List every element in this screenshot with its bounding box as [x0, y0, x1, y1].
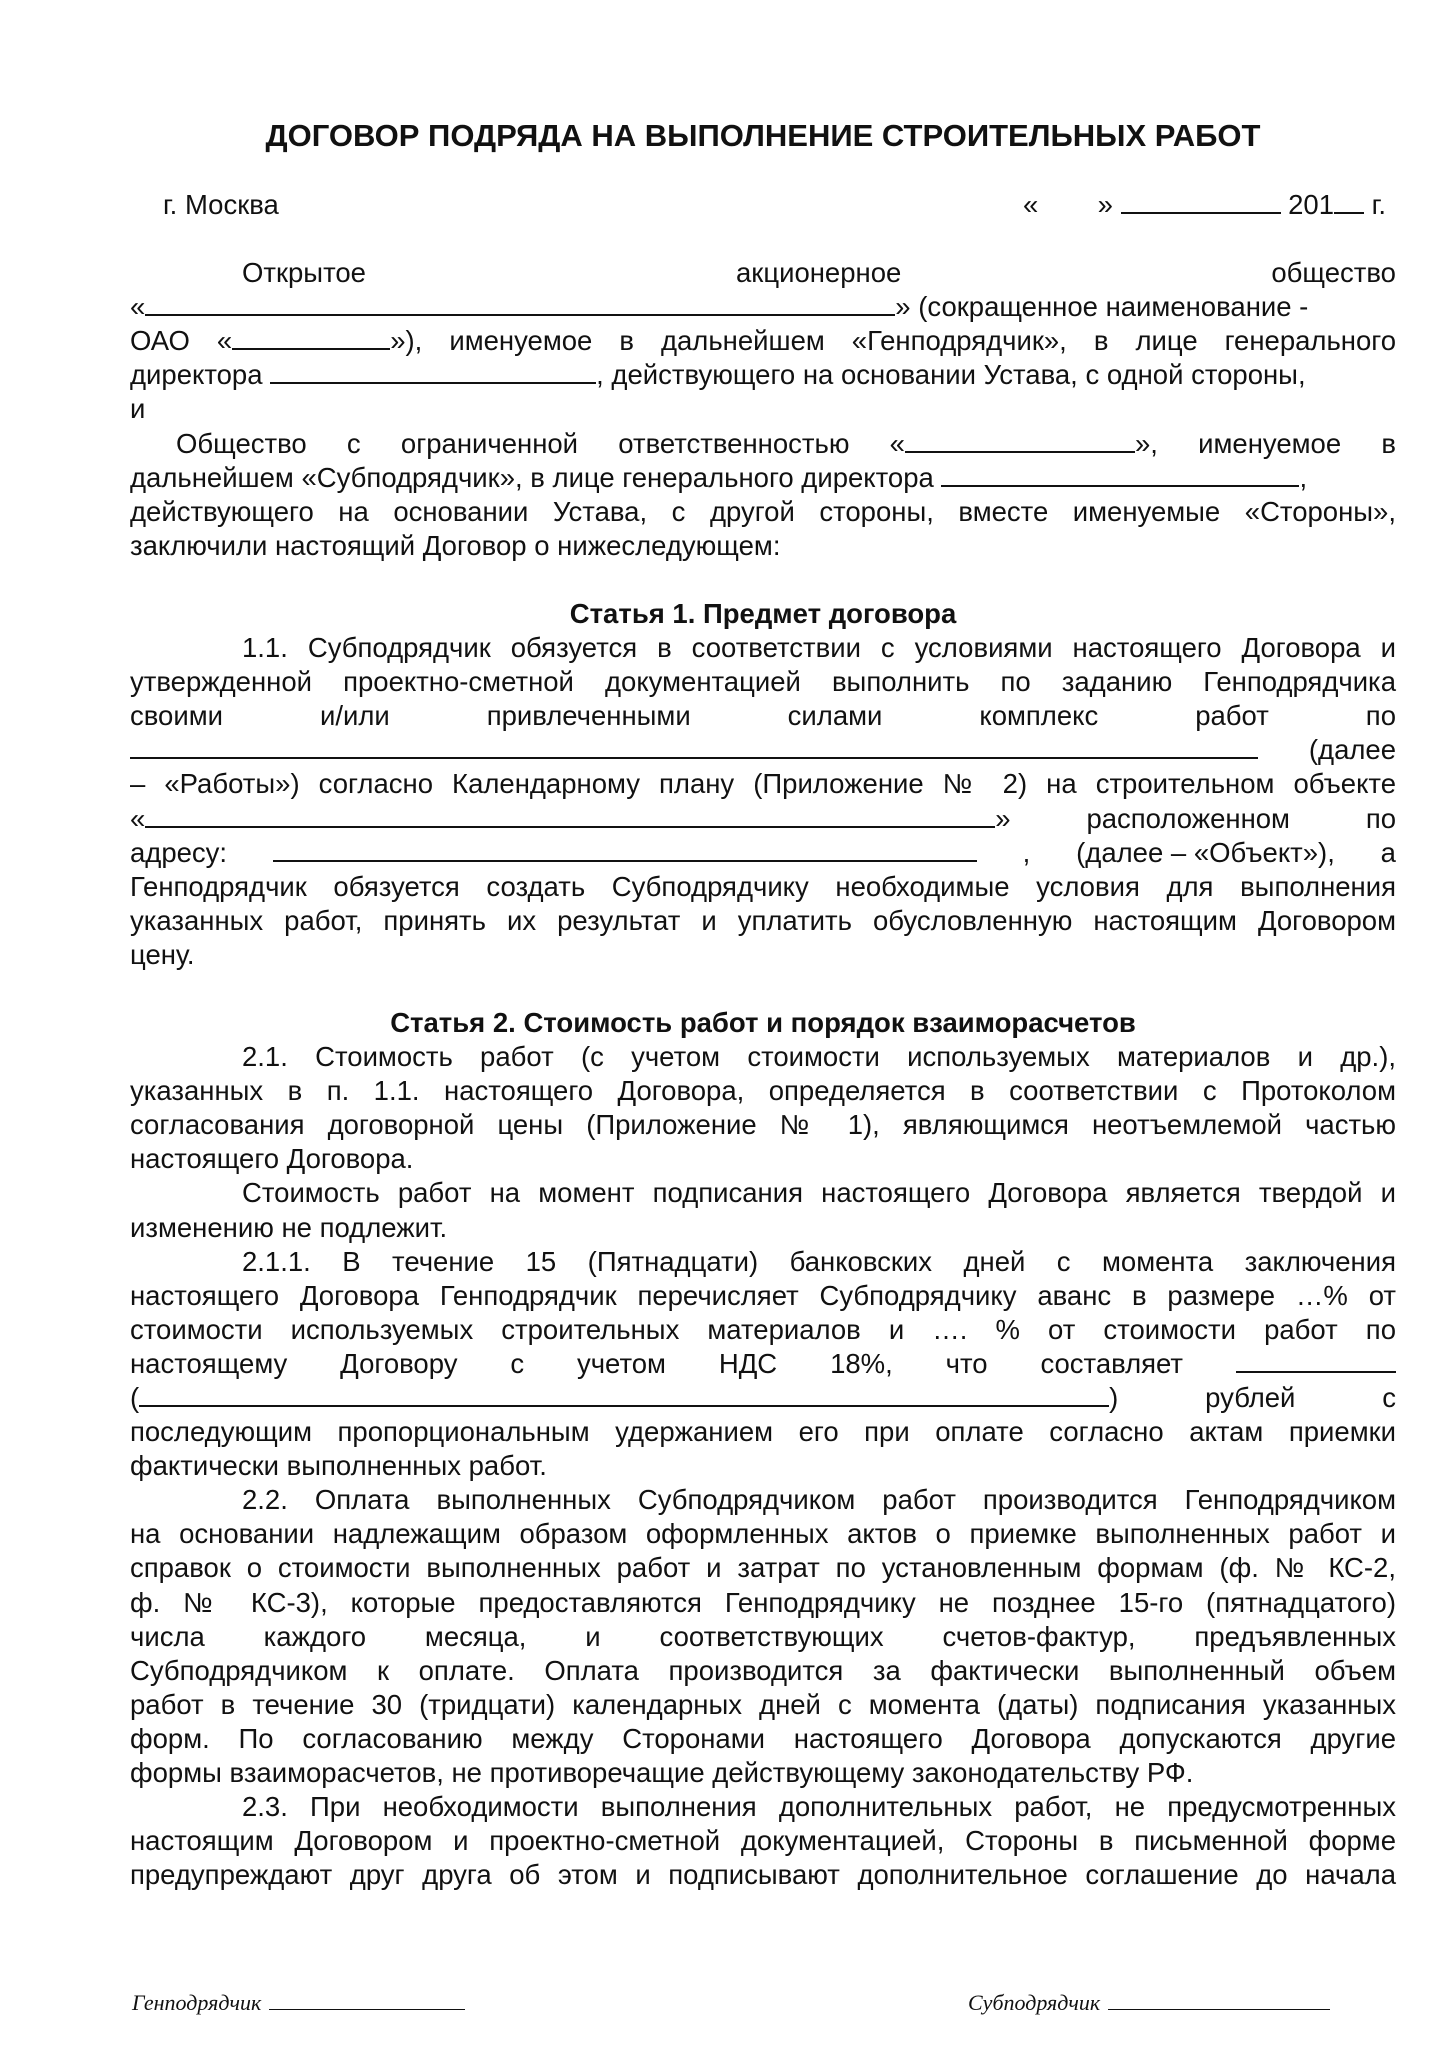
article-2-line: 2.1.1. В течение 15 (Пятнадцати) банковских дней с момента заключения	[242, 1245, 1396, 1277]
contract-date	[1023, 188, 1386, 222]
article-2-line	[130, 1347, 1396, 1381]
word: рублей	[1205, 1382, 1296, 1413]
article-1-line	[130, 836, 1396, 870]
preamble-line-8: действующего на основании Устава, с другой стороны, вместе именуемые «Стороны»,	[130, 495, 1396, 527]
article-2-line: 2.2. Оплата выполненных Субподрядчиком работ производится Генподрядчиком	[242, 1484, 1396, 1516]
article-2-line: ф. № КС-3), которые предоставляются Генподрядчику не позднее 15-го (пятнадцатого)	[130, 1586, 1396, 1618]
article-2-line: стоимости используемых строительных материалов и …. % от стоимости работ по	[130, 1313, 1396, 1345]
word: Договору	[340, 1347, 458, 1379]
preamble-text: », именуемое в	[1134, 427, 1396, 459]
article-1-line: Генподрядчик обязуется создать Субподрядчику необходимые условия для выполнения	[130, 870, 1396, 902]
footer-label: Генподрядчик	[132, 1990, 262, 2015]
article-2-line: формы взаиморасчетов, не противоречащие действующему законодательству РФ.	[130, 1757, 1194, 1789]
preamble	[130, 256, 1396, 563]
company-name-blank	[145, 292, 895, 316]
object-address-blank	[273, 838, 977, 862]
article-2-line: работ в течение 30 (тридцати) календарных дней с момента (даты) подписания указанных	[130, 1688, 1396, 1720]
article-2-line: настоящего Договора Генподрядчик перечисляет Субподрядчику аванс в размере …% от	[130, 1279, 1396, 1311]
document-title: ДОГОВОР ПОДРЯДА НА ВЫПОЛНЕНИЕ СТРОИТЕЛЬНЫХ РАБОТ	[265, 118, 1261, 153]
word: ,	[1022, 836, 1031, 868]
word: учетом	[576, 1347, 666, 1379]
article-2-line: последующим пропорциональным удержанием его при оплате согласно актам приемки	[130, 1416, 1396, 1448]
preamble-text: директора	[130, 359, 263, 391]
object-name-blank	[145, 804, 995, 828]
quote-close: »	[995, 802, 1011, 834]
preamble-line-6	[130, 427, 1396, 461]
sub-director-name-blank	[941, 463, 1299, 487]
document-body	[130, 118, 1396, 1892]
preamble-line-3	[130, 324, 1396, 358]
advance-amount-words-blank	[139, 1383, 1109, 1407]
word: что	[945, 1347, 988, 1379]
date-month-blank	[1121, 190, 1281, 214]
paren-close: )	[1109, 1382, 1119, 1413]
word: общество	[1271, 257, 1396, 289]
article-2-line: предупреждают друг друга об этом и подписывают дополнительное соглашение до начала	[130, 1859, 1396, 1891]
preamble-text: ОАО «	[130, 325, 233, 357]
article-1-line: указанных работ, принять их результат и уплатить обусловленную настоящим Договором	[130, 904, 1396, 936]
date-day-blank	[1046, 192, 1090, 214]
date-year-blank	[1334, 190, 1364, 214]
article-1-line: 1.1. Субподрядчик обязуется в соответствии с условиями настоящего Договора и	[242, 632, 1396, 664]
word: по	[1365, 700, 1396, 732]
article-2-line: изменению не подлежит.	[130, 1211, 448, 1243]
preamble-text: ,	[1299, 461, 1308, 493]
article-2-heading: Статья 2. Стоимость работ и порядок взаиморасчетов	[390, 1006, 1136, 1038]
word: а	[1380, 836, 1396, 868]
signature-blank	[1108, 1993, 1330, 2010]
signature-blank	[269, 1993, 465, 2010]
word: по	[1365, 802, 1396, 834]
quote-open: «	[130, 291, 146, 323]
word: составляет	[1040, 1347, 1184, 1379]
word: привлеченными	[486, 700, 691, 732]
word: НДС	[718, 1347, 778, 1379]
date-quote-open: «	[1022, 189, 1039, 220]
quote-open: «	[130, 802, 146, 834]
word: расположенном	[1086, 802, 1290, 834]
works-description-blank	[130, 735, 1258, 759]
article-2-line: настоящего Договора.	[130, 1143, 414, 1175]
preamble-text: , действующего на основании Устава, с одной стороны,	[596, 359, 1306, 391]
word: работ	[1195, 700, 1269, 732]
preamble-text: дальнейшем «Субподрядчик», в лице генерального директора	[130, 461, 934, 493]
preamble-text: Общество с ограниченной ответственностью «	[176, 427, 905, 459]
word: силами	[787, 700, 883, 732]
place-date-row	[130, 188, 1396, 222]
word: адресу:	[130, 836, 228, 868]
word: и/или	[319, 700, 390, 732]
article-2-line: настоящим Договором и проектно-сметной документацией, Стороны в письменной форме	[130, 1825, 1396, 1857]
footer-contractor-signature	[132, 1990, 465, 2016]
date-quote-close: »	[1097, 189, 1113, 220]
short-name-blank	[232, 326, 390, 350]
date-suffix: г.	[1371, 189, 1386, 220]
article-1-text: (далее	[1308, 734, 1396, 766]
preamble-text: »), именуемое в дальнейшем «Генподрядчик», в лице генерального	[390, 325, 1396, 357]
article-1-line	[130, 699, 1396, 733]
preamble-text: » (сокращенное наименование -	[895, 291, 1309, 323]
article-2-line: числа каждого месяца, и соответствующих счетов-фактур, предъявленных	[130, 1620, 1396, 1652]
article-2-line: 2.3. При необходимости выполнения дополнительных работ, не предусмотренных	[242, 1791, 1396, 1823]
preamble-line-9: заключили настоящий Договор о нижеследующем:	[130, 529, 781, 561]
word: своими	[130, 700, 223, 732]
word: с	[1382, 1382, 1396, 1413]
preamble-line-2	[130, 290, 1396, 324]
director-name-blank	[270, 360, 596, 384]
article-1-line	[130, 802, 1396, 836]
word: настоящему	[130, 1347, 288, 1379]
preamble-line-4	[130, 358, 1396, 392]
footer-label: Субподрядчик	[968, 1990, 1101, 2015]
advance-amount-blank	[1236, 1349, 1396, 1373]
article-1-line: цену.	[130, 938, 195, 970]
city: г. Москва	[163, 189, 279, 220]
article-2-line: согласования договорной цены (Приложение № 1), являющимся неотъемлемой частью	[130, 1109, 1396, 1141]
preamble-line-5: и	[130, 393, 146, 425]
word: комплекс	[979, 700, 1099, 732]
article-2-line: Стоимость работ на момент подписания настоящего Договора является твердой и	[242, 1177, 1396, 1209]
article-2-line: форм. По согласованию между Сторонами настоящего Договора допускаются другие	[130, 1722, 1396, 1754]
article-2-line: фактически выполненных работ.	[130, 1450, 547, 1482]
subcontractor-name-blank	[905, 429, 1135, 453]
article-2-line: справок о стоимости выполненных работ и затрат по установленным формам (ф. № КС-2,	[130, 1552, 1396, 1584]
date-year: 201	[1288, 189, 1335, 220]
word: Открытое	[242, 257, 366, 289]
article-1-line: утвержденной проектно-сметной документацией выполнить по заданию Генподрядчика	[130, 666, 1396, 698]
article-2-line: 2.1. Стоимость работ (с учетом стоимости используемых материалов и др.),	[242, 1041, 1396, 1073]
paren-open: (	[130, 1382, 140, 1413]
article-1-line	[130, 733, 1396, 767]
article-2-body	[130, 1040, 1396, 1892]
article-2-line: указанных в п. 1.1. настоящего Договора, определяется в соответствии с Протоколом	[130, 1075, 1396, 1107]
article-2-line: Субподрядчиком к оплате. Оплата производится за фактически выполненный объем	[130, 1654, 1396, 1686]
footer-subcontractor-signature	[968, 1990, 1330, 2016]
word: акционерное	[736, 257, 902, 289]
word: 18%,	[830, 1347, 893, 1379]
article-1-text: (далее – «Объект»),	[1076, 836, 1335, 868]
article-1-body	[130, 631, 1396, 972]
word: с	[510, 1347, 525, 1379]
article-2-line	[130, 1381, 1396, 1415]
article-2-line: на основании надлежащим образом оформленных актов о приемке выполненных работ и	[130, 1518, 1396, 1550]
article-1-heading: Статья 1. Предмет договора	[569, 597, 957, 629]
preamble-line-7	[130, 461, 1396, 495]
preamble-line-1	[130, 256, 1396, 290]
article-1-line: – «Работы») согласно Календарному плану (Приложение № 2) на строительном объекте	[130, 768, 1396, 800]
